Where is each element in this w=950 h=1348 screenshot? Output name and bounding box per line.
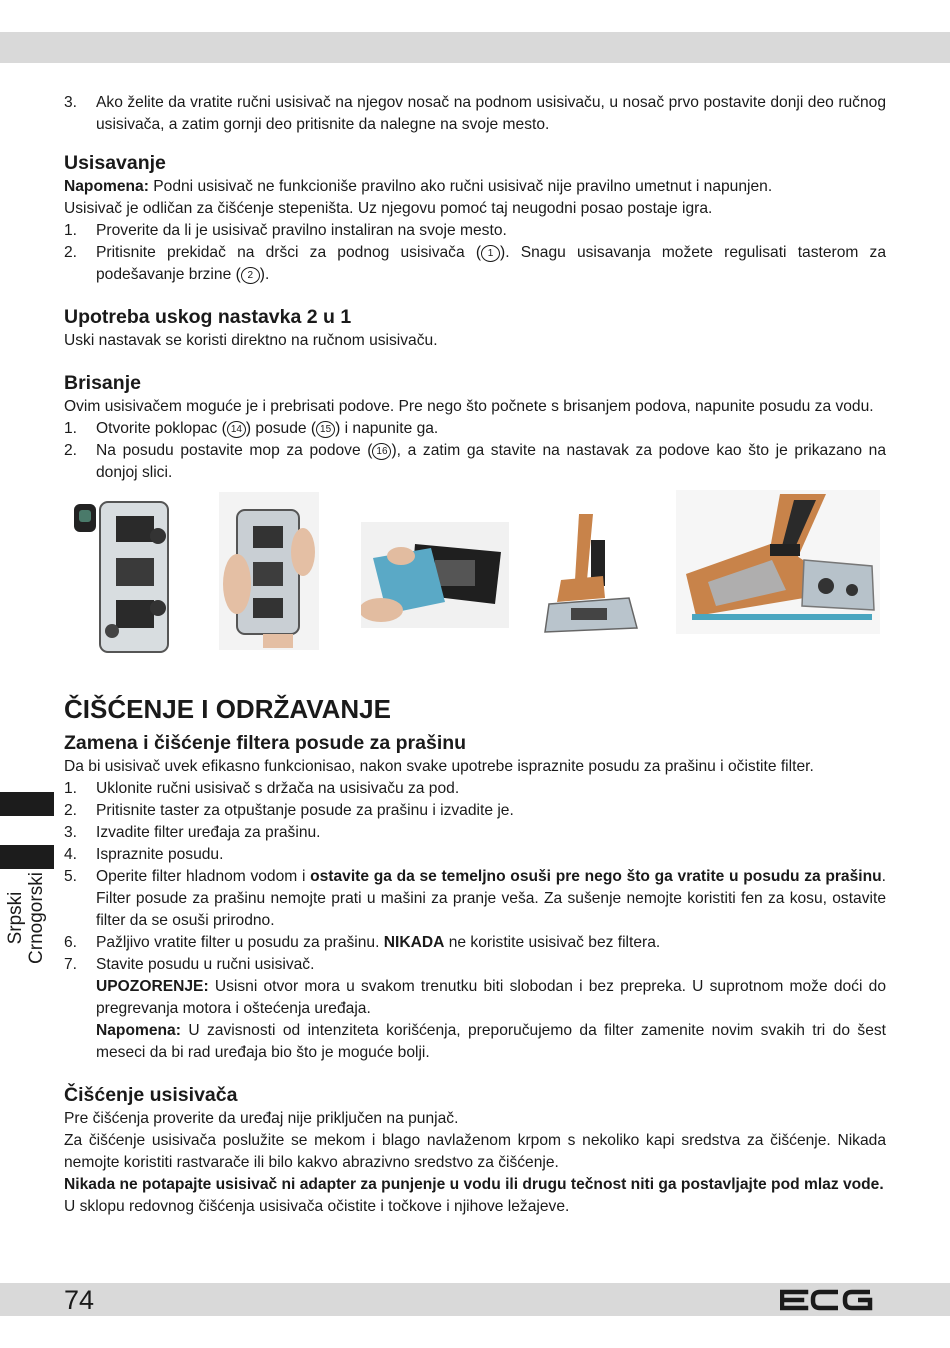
language-tab-marker (0, 792, 54, 816)
paragraph: Pre čišćenja proverite da uređaj nije priključen na punjač. (64, 1110, 459, 1127)
paragraph: Uski nastavak se koristi direktno na ručnom usisivaču. (64, 332, 438, 349)
paragraph: Da bi usisivač uvek efikasno funkcionisao, nakon svake upotrebe ispraznite posudu za prašinu i očistite filter. (64, 758, 814, 775)
paragraph: U sklopu redovnog čišćenja usisivača očistite i točkove i njihove ležajeve. (64, 1198, 570, 1215)
list-item: 2. Na posudu postavite mop za podove ( 16 ), a zatim ga stavite na nastavak za podove kao što je prikazano na donjoj slici. (64, 442, 886, 481)
section-title-cleaning: Čišćenje usisivača (64, 1084, 238, 1106)
list-item: 6. Pažljivo vratite filter u posudu za prašinu. NIKADA ne koristite usisivač bez filtera. (64, 934, 661, 951)
paragraph: Za čišćenje usisivača poslužite se mekom i blago navlaženom krpom s nekoliko kapi sredstva za čišćenje. Nikada nemojte koristiti rastvarače ili bilo kakvo abrazivno sredstvo za čišćenje. (64, 1132, 886, 1171)
paragraph: Usisivač je odličan za čišćenje stepeništa. Uz njegovu pomoć taj neugodni posao postaje igra. (64, 200, 713, 217)
callout-number: 15 (316, 421, 335, 438)
warning-paragraph: UPOZORENJE: Usisni otvor mora u svakom trenutku biti slobodan i bez prepreka. U suprotnom može doći do pregrevanja motora i oštećenja uređaja. (96, 978, 886, 1017)
list-item: 2. Pritisnite prekidač na dršci za podnog usisivača ( 1 ). Snagu usisavanja možete regulisati tasterom za podešavanje brzine ( 2 ). (64, 244, 886, 283)
callout-number: 1 (481, 245, 500, 262)
language-tab-label (5, 838, 55, 998)
list-item: 3. Ako želite da vratite ručni usisivač na njegov nosač na podnom usisivaču, u nosač prvo postavite donji deo ručnog usisivača, a zatim gornji deo pritisnite da nalegne na svoje mesto. (64, 94, 886, 133)
callout-number: 16 (372, 443, 391, 460)
chapter-title: ČIŠĆENJE I ODRŽAVANJE (64, 694, 391, 724)
list-item: 4. Ispraznite posudu. (64, 846, 224, 863)
page-content (64, 92, 886, 1218)
section-title-uski-nastavak: Upotreba uskog nastavka 2 u 1 (64, 306, 352, 328)
section-title-brisanje: Brisanje (64, 372, 141, 394)
section-title-filter: Zamena i čišćenje filtera posude za prašinu (64, 732, 467, 754)
page-number: 74 (64, 1285, 95, 1315)
section-title-usisavanje: Usisavanje (64, 152, 166, 174)
note-paragraph: Napomena: U zavisnosti od intenziteta korišćenja, preporučujemo da filter zamenite novim svakih tri do šest meseci da bi rad uređaja bio što je moguće bolji. (96, 1022, 886, 1061)
list-item: 1. Proverite da li je usisivač pravilno instaliran na svoje mesto. (64, 222, 507, 239)
language-tab-line1: Srpski (5, 891, 26, 945)
mop-attaching-photo (361, 522, 509, 628)
header-band (0, 32, 950, 63)
list-item: 1. Otvorite poklopac ( 14 ) posude ( 15 ) i napunite ga. (64, 420, 439, 437)
water-tank-photo (66, 496, 176, 656)
list-item: 1. Uklonite ručni usisivač s držača na usisivaču za pod. (64, 780, 460, 797)
floor-vacuum-photo (676, 490, 880, 634)
list-item: 2. Pritisnite taster za otpuštanje posude za prašinu i izvadite je. (64, 802, 514, 819)
note-paragraph: Napomena: Podni usisivač ne funkcioniše pravilno ako ručni usisivač nije pravilno umetnut i napunjen. (64, 178, 773, 195)
list-item: 7. Stavite posudu u ručni usisivač. (64, 956, 315, 973)
ecg-logo (780, 1288, 874, 1312)
list-item: 5. Operite filter hladnom vodom i ostavite ga da se temeljno osuši pre nego što ga vratite u posudu za prašinu. Filter posude za prašinu nemojte prati u mašini za pranje veša. Za sušenje nemojte koristiti fen za kosu, ostavite filter da se osuši prirodno. (64, 868, 887, 929)
mop-on-floor-nozzle-photo (541, 510, 643, 638)
filling-tank-photo (219, 492, 319, 650)
callout-number: 14 (227, 421, 246, 438)
warning-paragraph: Nikada ne potapajte usisivač ni adapter za punjenje u vodu ili drugu tečnost niti ga postavljajte pod mlaz vode. (64, 1176, 884, 1193)
language-tab-line2: Crnogorski (26, 872, 47, 964)
photo-strip (64, 496, 886, 666)
callout-number: 2 (241, 267, 260, 284)
paragraph: Ovim usisivačem moguće je i prebrisati podove. Pre nego što počnete s brisanjem podova, napunite posudu za vodu. (64, 398, 874, 415)
list-item: 3. Izvadite filter uređaja za prašinu. (64, 824, 321, 841)
